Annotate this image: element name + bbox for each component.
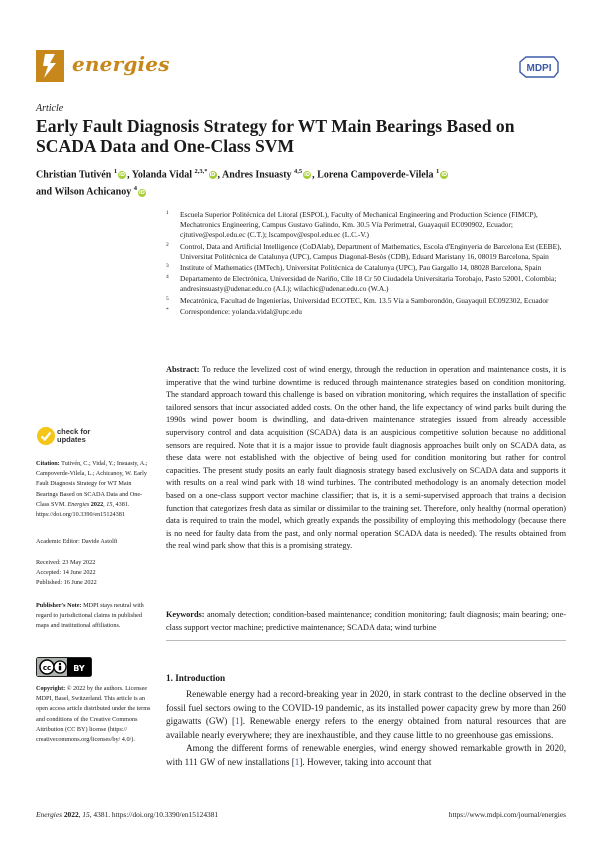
citation-link[interactable]: 1	[294, 756, 300, 767]
orcid-icon[interactable]: iD	[139, 189, 145, 196]
dates-block	[36, 558, 154, 589]
author-affiliation-mark: 1	[113, 168, 118, 175]
orcid-icon[interactable]: iD	[441, 172, 448, 179]
author-affiliation-mark: 2,3,*	[194, 168, 208, 175]
check-updates-label: check for	[57, 427, 91, 436]
check-updates-label: updates	[57, 435, 86, 444]
svg-text:cc: cc	[42, 664, 52, 672]
footer-journal-url[interactable]: https://www.mdpi.com/journal/energies	[448, 810, 566, 819]
article-title: Early Fault Diagnosis Strategy for WT Main Bearings Based on SCADA Data and One-Class SVM	[36, 116, 515, 156]
affiliation-item: 1 Escuela Superior Politécnica del Litoral (ESPOL), Faculty of Mechanical Engineering and Production Science (FIMCP), Mechatronics Engineering, Campus Gustavo Galindo, Km. 30.5 Vía Perimetral, Guayaquil EC090902, Ecuador; cjtutive@espol.edu.ec (C.T.); lscampov@espol.edu.ec (L.C.-V.)	[166, 210, 538, 240]
abstract	[166, 364, 566, 553]
body-text	[166, 688, 566, 770]
affiliation-item: 2 Control, Data and Artificial Intelligence (CoDAlab), Department of Mathematics, Escola d'Enginyeria de Barcelona Est (EEBE), Universitat Politècnica de Catalunya (UPC), Campus Diagonal-Besòs (CDB), Eduard Maristany 16, 08019 Barcelona, Spain	[166, 241, 562, 261]
author-affiliation-mark: 4	[133, 185, 137, 193]
article-type: Article	[36, 103, 64, 114]
author-name: Wilson Achicanoy	[54, 186, 132, 198]
author-list: Christian Tutivén $^1$iD , Yolanda Vidal $^{2,3,*}$iD , Andres Insuasty $^{4,5}$iD , Lorena Campoverde-Vilela $^1$iD and Wilson Achicanoy $^4$iD	[36, 168, 448, 198]
publisher-note: Publisher's Note: MDPI stays neutral with regard to jurisdictional claims in published maps and institutional affiliations.	[36, 602, 144, 630]
received-date: Received: 23 May 2022	[36, 559, 96, 566]
paragraph: Among the different forms of renewable energies, wind energy showed remarkable growth in 2020, with 111 GW of new installations [1]. However, taking into account that	[166, 743, 566, 767]
keywords	[166, 609, 566, 634]
mdpi-logo	[516, 56, 560, 78]
copyright-block: Copyright: © 2022 by the authors. Licensee MDPI, Basel, Switzerland. This article is an open access article distributed under the terms and conditions of the Creative Commons Attribution (CC BY) license (https:// creativecommons.org/licenses/by/ 4.0/).	[36, 685, 151, 744]
academic-editor: Academic Editor: Davide Astolfi	[36, 538, 118, 545]
published-date: Published: 16 June 2022	[36, 579, 97, 587]
keywords-label: Keywords:	[166, 610, 205, 619]
orcid-icon[interactable]: iD	[119, 172, 125, 179]
affiliations	[166, 210, 566, 318]
journal-logo	[36, 50, 64, 82]
author-affiliation-mark: 1	[436, 168, 440, 175]
affiliation-item: 5 Mecatrónica, Facultad de Ingenierías, Universidad ECOTEC, Km. 13.5 Vía a Samborondón, Guayaquil EC092302, Ecuador	[166, 295, 549, 305]
section-heading: 1. Introduction	[166, 673, 226, 683]
orcid-icon[interactable]: iD	[304, 172, 311, 179]
lightning-bolt-icon	[36, 50, 64, 82]
correspondence: * Correspondence: yolanda.vidal@upc.edu	[166, 306, 302, 316]
affiliation-item: 4 Departamento de Electrónica, Universidad de Nariño, Clle 18 Cr 50 Ciudadela Universitaria Torobajo, Pasto 52001, Colombia; andresinsuasty@udenar.edu.co (A.I.); wilachic@udenar.edu.co (W.A.)	[166, 274, 557, 294]
paragraph: Renewable energy had a record-breaking year in 2020, in stark contrast to the decline observed in the fossil fuel sectors owing to the COVID-19 pandemic, as its installed power capacity grew by more than 260 gigawatts (GW) [1]. Renewable energy refers to the energy obtained from natural resources that are available nearly everywhere; they are inexhaustible, and they cause little to no greenhouse gas emissions.	[166, 689, 566, 740]
abstract-text: To reduce the levelized cost of wind energy, through the reduction in operation and maintenance costs, it is imperative that the wind turbine downtime is reduced through maintenance strategies based on condition monitoring. The standard approach toward this challenge is based on vibration monitoring, which requires the installation of specific tailored sensors that incur associated added costs. On the other hand, the life expectancy of wind parks built during the 1990s wind power boom is dwindling, and data-driven maintenance strategies issued from already accessible supervisory control and data acquisition (SCADA) data is an auspicious competitive solution because no additional sensors are required. Note that it is a major issue to provide fault diagnosis approaches built only on SCADA data, as these data were not established with the objective of being used for condition monitoring but rather for control capacities. The present study posits an early fault diagnosis strategy based exclusively on SCADA data and supports it with results on a real wind park with 18 wind turbines. The contributed methodology is an anomaly detection model based on a one-class support vector machine classifier; that is, it is a semi-supervised approach that trains a decision function that categorizes fresh data as similar or dissimilar to the training set. Therefore, only healthy (normal operation) data is required to train the model, which greatly expands the possibility of employing this methodology (because there is no need for faulty data from the past, and only normal operation SCADA data is needed). The results obtained from the real wind park show that this is a promising strategy.	[166, 365, 566, 551]
check-updates-icon	[36, 426, 56, 446]
citation-link[interactable]: 1	[235, 716, 240, 727]
orcid-icon[interactable]: iD	[209, 172, 216, 179]
check-for-updates-button[interactable]	[36, 426, 116, 450]
author-name: Yolanda Vidal	[131, 169, 193, 181]
journal-name: energies	[72, 52, 170, 76]
author-name: Andres Insuasty	[221, 169, 292, 181]
cc-label: BY	[73, 664, 85, 673]
author-name: Christian Tutivén	[36, 169, 112, 181]
author-affiliation-mark: 4,5	[294, 168, 303, 175]
publisher-name: MDPI	[526, 63, 552, 74]
accepted-date: Accepted: 14 June 2022	[36, 569, 96, 577]
abstract-label: Abstract:	[166, 365, 200, 374]
footer-citation: Energies 2022, 15, 4381. https://doi.org/10.3390/en15124381	[36, 810, 219, 819]
affiliation-item: 3 Institute of Mathematics (IMTech), Universitat Politècnica de Catalunya (UPC), Pau Gargallo 14, 08028 Barcelona, Spain	[166, 263, 542, 273]
author-name: Lorena Campoverde-Vilela	[317, 169, 434, 181]
citation-block: Citation: Tutivén, C.; Vidal, Y.; Insuasty, A.; Campoverde-Vilela, L.; Achicanoy, W. Early Fault Diagnosis Strategy for WT Main Bearings Based on SCADA Data and One-Class SVM. Energies 2022, 15, 4381. https://doi.org/10.3390/en15124381	[36, 460, 148, 519]
cc-by-license-badge[interactable]	[36, 657, 92, 677]
keywords-text: anomaly detection; condition-based maintenance; condition monitoring; fault diagnosis; main bearing; one-class support vector machine; predictive maintenance; SCADA data; wind turbine	[166, 610, 567, 632]
divider	[166, 640, 566, 641]
